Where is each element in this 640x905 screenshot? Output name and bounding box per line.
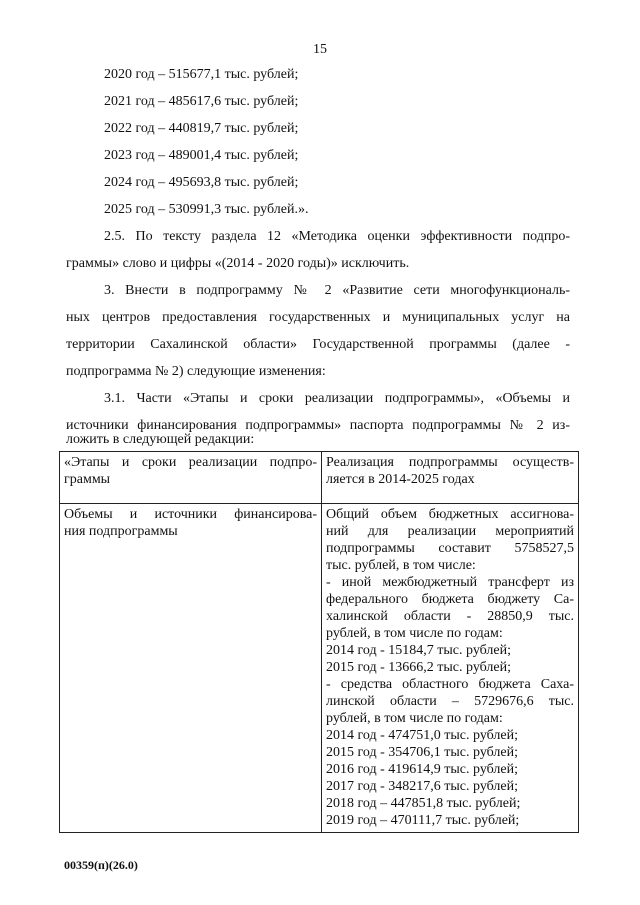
- cell-line: 2018 год – 447851,8 тыс. рублей;: [326, 796, 521, 811]
- cell-line: линской области – 5729676,6 тыс.: [326, 694, 574, 709]
- table-cell-funding-label: [60, 504, 322, 833]
- year-line-2023: 2023 год – 489001,4 тыс. рублей;: [104, 148, 299, 163]
- paragraph-3-line-2: ных центров предоставления государственных и муниципальных услуг на: [66, 310, 570, 325]
- table-row: [60, 504, 579, 833]
- cell-line: халинской области - 28850,9 тыс.: [326, 609, 574, 624]
- passport-table: [59, 451, 579, 833]
- cell-line: - иной межбюджетный трансферт из: [326, 575, 574, 590]
- cell-line: Общий объем бюджетных ассигнова-: [326, 507, 574, 522]
- paragraph-2-5-line-2: граммы» слово и цифры «(2014 - 2020 годы)» исключить.: [66, 256, 410, 271]
- year-line-2020: 2020 год – 515677,1 тыс. рублей;: [104, 67, 299, 82]
- cell-line: 2014 год - 15184,7 тыс. рублей;: [326, 643, 512, 658]
- table-row: [60, 452, 579, 504]
- cell-line: тыс. рублей, в том числе:: [326, 558, 476, 573]
- cell-line: 2015 год - 13666,2 тыс. рублей;: [326, 660, 512, 675]
- cell-line: ний для реализации мероприятий: [326, 524, 574, 539]
- cell-line: 2015 год - 354706,1 тыс. рублей;: [326, 745, 519, 760]
- cell-line: граммы: [64, 472, 111, 487]
- year-line-2025: 2025 год – 530991,3 тыс. рублей.».: [104, 202, 309, 217]
- year-line-2021: 2021 год – 485617,6 тыс. рублей;: [104, 94, 299, 109]
- cell-line: рублей, в том числе по годам:: [326, 711, 503, 726]
- document-code: 00359(п)(26.0): [64, 858, 138, 872]
- cell-line: подпрограммы составит 5758527,5: [326, 541, 574, 556]
- paragraph-3-line-1: 3. Внести в подпрограмму № 2 «Развитие сети многофункциональ-: [104, 283, 570, 298]
- cell-line: Объемы и источники финансирова-: [64, 507, 317, 522]
- cell-line: 2016 год - 419614,9 тыс. рублей;: [326, 762, 519, 777]
- year-line-2024: 2024 год – 495693,8 тыс. рублей;: [104, 175, 299, 190]
- paragraph-3-1-line-3: ложить в следующей редакции:: [66, 432, 255, 447]
- paragraph-2-5-line-1: 2.5. По тексту раздела 12 «Методика оценки эффективности подпро-: [104, 229, 570, 244]
- cell-line: 2014 год - 474751,0 тыс. рублей;: [326, 728, 519, 743]
- paragraph-3-line-3: территории Сахалинской области» Государственной программы (далее -: [66, 337, 570, 352]
- table-cell-stages-value: [322, 452, 579, 504]
- table-cell-stages-label: [60, 452, 322, 504]
- table-cell-funding-value: [322, 504, 579, 833]
- cell-line: 2017 год - 348217,6 тыс. рублей;: [326, 779, 519, 794]
- cell-line: Реализация подпрограммы осуществ-: [326, 455, 574, 470]
- paragraph-3-line-4: подпрограмма № 2) следующие изменения:: [66, 364, 326, 379]
- year-line-2022: 2022 год – 440819,7 тыс. рублей;: [104, 121, 299, 136]
- cell-line: ляется в 2014-2025 годах: [326, 472, 475, 487]
- cell-line: 2019 год – 470111,7 тыс. рублей;: [326, 813, 520, 828]
- cell-line: - средства областного бюджета Саха-: [326, 677, 574, 692]
- paragraph-3-1-line-1: 3.1. Части «Этапы и сроки реализации подпрограммы», «Объемы и: [104, 391, 570, 406]
- cell-line: ния подпрограммы: [64, 524, 178, 539]
- cell-line: федерального бюджета бюджету Са-: [326, 592, 574, 607]
- page-number: 15: [313, 42, 327, 57]
- cell-line: «Этапы и сроки реализации подпро-: [64, 455, 317, 470]
- cell-line: рублей, в том числе по годам:: [326, 626, 503, 641]
- paragraph-3-1-line-2: источники финансирования подпрограммы» паспорта подпрограммы № 2 из-: [66, 418, 570, 433]
